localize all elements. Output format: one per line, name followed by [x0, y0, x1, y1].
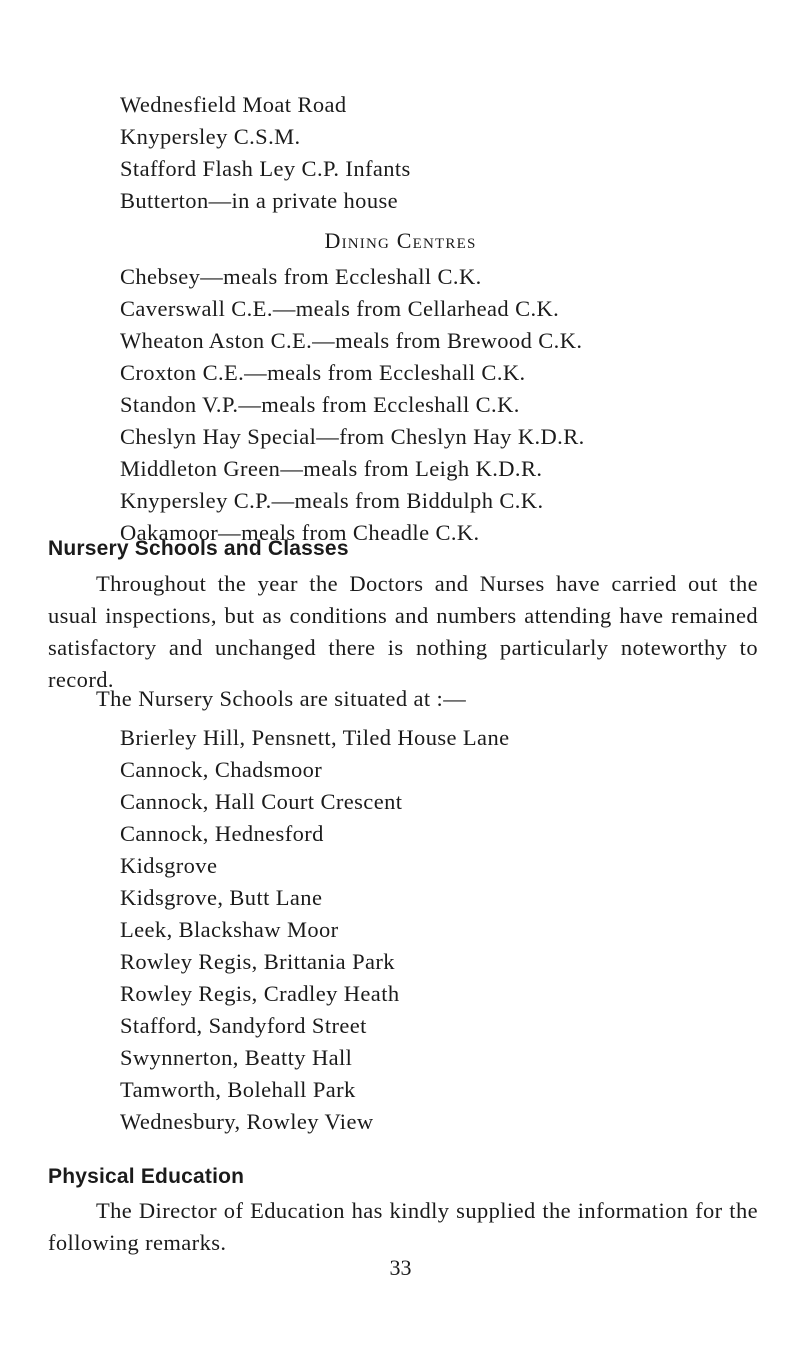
- dining-centre-item: Knypersley C.P.—meals from Biddulph C.K.: [120, 488, 544, 513]
- page-number: 33: [389, 1255, 412, 1280]
- dining-centres-heading: Dining Centres: [324, 228, 477, 253]
- nursery-paragraph-text: Throughout the year the Doctors and Nurses have carried out the usual inspections, but as conditions and numbers attending have remained satisfactory and unchanged there is nothing particularly noteworthy to record.: [48, 571, 758, 692]
- dining-centre-item: Caverswall C.E.—meals from Cellarhead C.K.: [120, 296, 560, 321]
- physical-education-paragraph: [48, 1195, 758, 1259]
- nursery-school-item: Tamworth, Bolehall Park: [120, 1077, 356, 1102]
- nursery-school-item: Cannock, Chadsmoor: [120, 757, 323, 782]
- dining-centre-item: Oakamoor—meals from Cheadle C.K.: [120, 520, 480, 545]
- nursery-school-item: Cannock, Hall Court Crescent: [120, 789, 403, 814]
- top-list-item: Butterton—in a private house: [120, 188, 399, 213]
- dining-centre-item: Standon V.P.—meals from Eccleshall C.K.: [120, 392, 520, 417]
- nursery-intro: The Nursery Schools are situated at :—: [96, 686, 467, 711]
- top-list-item: Stafford Flash Ley C.P. Infants: [120, 156, 411, 181]
- nursery-school-item: Kidsgrove, Butt Lane: [120, 885, 323, 910]
- dining-centre-item: Chebsey—meals from Eccleshall C.K.: [120, 264, 482, 289]
- dining-centre-item: Croxton C.E.—meals from Eccleshall C.K.: [120, 360, 526, 385]
- physical-education-paragraph-text: The Director of Education has kindly supplied the information for the following remarks.: [48, 1198, 758, 1255]
- nursery-heading: Nursery Schools and Classes: [48, 537, 349, 560]
- nursery-school-item: Rowley Regis, Cradley Heath: [120, 981, 400, 1006]
- nursery-paragraph: [48, 568, 758, 696]
- top-list-item: Wednesfield Moat Road: [120, 92, 347, 117]
- nursery-school-item: Wednesbury, Rowley View: [120, 1109, 374, 1134]
- nursery-school-item: Swynnerton, Beatty Hall: [120, 1045, 353, 1070]
- top-list-item: Knypersley C.S.M.: [120, 124, 301, 149]
- dining-centre-item: Wheaton Aston C.E.—meals from Brewood C.K.: [120, 328, 583, 353]
- nursery-school-item: Brierley Hill, Pensnett, Tiled House Lane: [120, 725, 510, 750]
- nursery-school-item: Kidsgrove: [120, 853, 218, 878]
- dining-centre-item: Cheslyn Hay Special—from Cheslyn Hay K.D.R.: [120, 424, 585, 449]
- nursery-school-item: Leek, Blackshaw Moor: [120, 917, 339, 942]
- dining-centre-item: Middleton Green—meals from Leigh K.D.R.: [120, 456, 543, 481]
- nursery-school-item: Rowley Regis, Brittania Park: [120, 949, 395, 974]
- nursery-school-item: Stafford, Sandyford Street: [120, 1013, 367, 1038]
- nursery-school-item: Cannock, Hednesford: [120, 821, 324, 846]
- physical-education-heading: Physical Education: [48, 1165, 245, 1188]
